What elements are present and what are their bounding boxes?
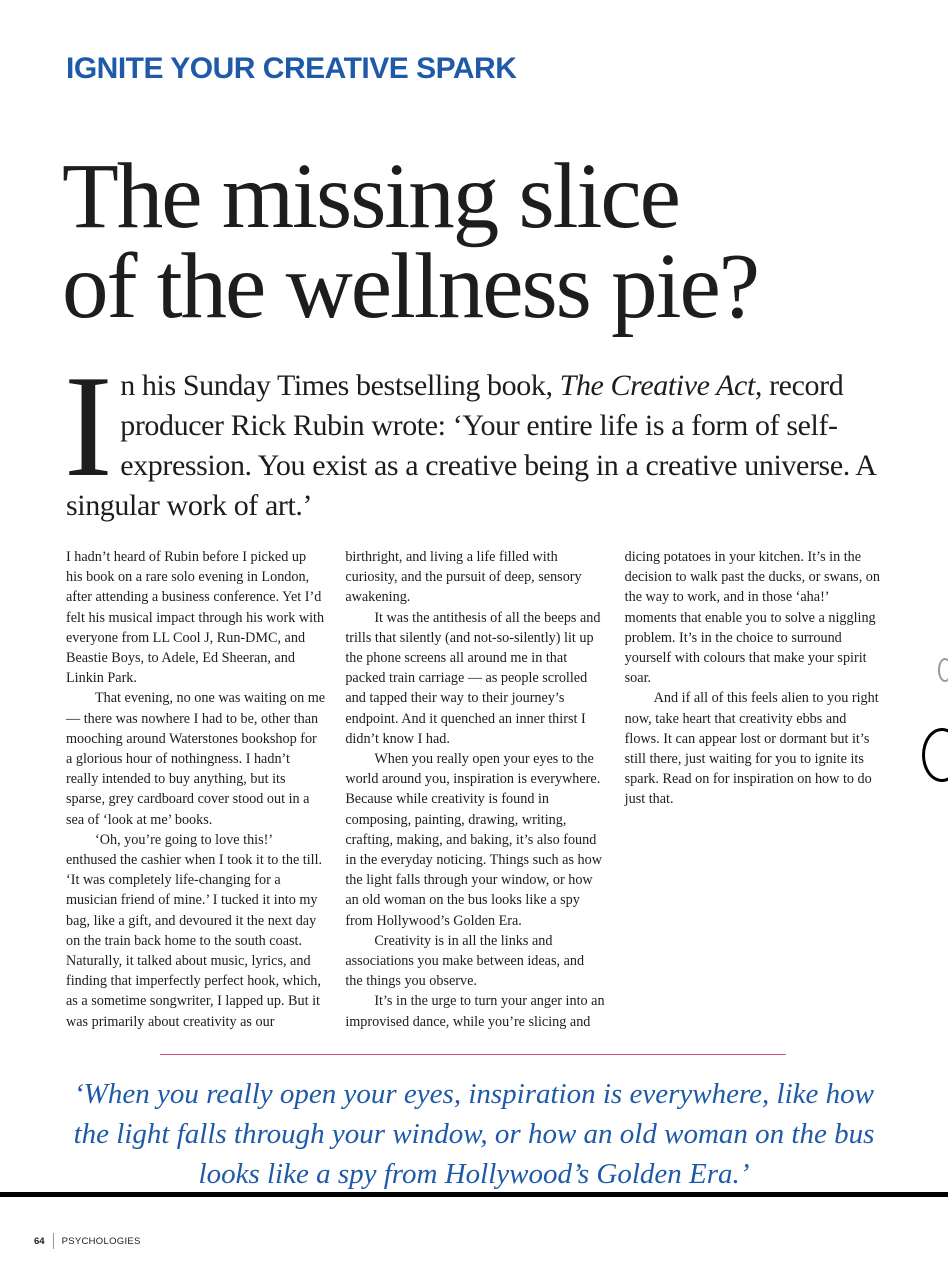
folio — [34, 1233, 141, 1249]
standfirst-text-end: record producer Rick Rubin wrote: ‘Your entire life is a form of self-expression. You exist as a creative being in a creative universe. A singular work of art.’ — [66, 369, 875, 522]
body-paragraph: And if all of this feels alien to you right now, take heart that creativity ebbs and flows. It can appear lost or dormant but it’s still there, just waiting for you to ignite its spark. Read on for inspiration on how to do just that. — [624, 690, 879, 808]
drop-cap: I — [64, 345, 113, 507]
folio-separator — [53, 1233, 54, 1249]
page-edge-mark — [922, 728, 948, 782]
page-edge-mark-small — [938, 658, 948, 682]
body-paragraph: Creativity is in all the links and associations you make between ideas, and the things you observe. — [345, 932, 585, 990]
standfirst — [64, 345, 876, 526]
book-title: The Creative Act, — [559, 369, 762, 402]
body-paragraph: It’s in the urge to turn your anger into an improvised dance, while you’re slicing and dicing potatoes in your kitchen. It’s in the decision to walk past the ducks, or swans, on the way to work, and in those ‘aha!’ moments that enable you to solve a niggling problem. It’s in the choice to surround yourself with colours that make your spirit soar. — [345, 549, 880, 1030]
body-text-columns — [66, 547, 884, 1035]
body-paragraph: It was the antithesis of all the beeps and trills that silently (and not-so-silently) lit up the phone screens all around me in that packed train carriage — as people scrolled and tapped their way to their journey’s endpoint. And it quenched an inner thirst I didn’t know I had. — [345, 609, 601, 747]
pull-quote: ‘When you really open your eyes, inspiration is everywhere, like how the light falls through your window, or how an old woman on the bus looks like a spy from Hollywood’s Golden Era.’ — [73, 1078, 875, 1190]
body-paragraph: I hadn’t heard of Rubin before I picked up his book on a rare solo evening in London, after attending a business conference. Yet I’d felt his musical impact through his work with everyone from LL Cool J, Run-DMC, and Beastie Boys, to Adele, Ed Sheeran, and Linkin Park. — [66, 549, 325, 687]
pullquote-divider — [160, 1054, 786, 1055]
footer-rule — [0, 1192, 948, 1197]
body-paragraph: ‘Oh, you’re going to love this!’ enthused the cashier when I took it to the till. ‘It was completely life-changing for a musician friend of mine.’ I tucked it into my bag, like a gift, and devoured it the next day on the train back home to the south coast. Naturally, it talked about music, lyrics, and finding that imperfectly perfect hook, which, as a sometime songwriter, I lapped up. But it was primarily about creativity as our birthright, and living a life filled with curiosity, and the pursuit of deep, sensory awakening. — [66, 549, 582, 1030]
headline — [62, 145, 922, 338]
body-paragraph: That evening, no one was waiting on me — there was nowhere I had to be, other than mooching around Waterstones bookshop for a glorious hour of nothingness. I hadn’t really intended to buy anything, but its sparse, grey cardboard cover stood out in a sea of ‘look at me’ books. — [66, 690, 326, 828]
body-paragraph: When you really open your eyes to the world around you, inspiration is everywhere. Because while creativity is found in composing, painting, drawing, writing, crafting, making, and baking, it’s also found in the everyday noticing. Things such as how the light falls through your window, or how an old woman on the bus looks like a spy from Hollywood’s Golden Era. — [345, 751, 602, 929]
headline-line-2: of the wellness pie? — [62, 235, 759, 338]
page-number: 64 — [34, 1235, 45, 1247]
section-kicker: IGNITE YOUR CREATIVE SPARK — [66, 52, 517, 85]
magazine-name: PSYCHOLOGIES — [61, 1235, 141, 1247]
standfirst-text-start: n his Sunday Times bestselling book, — [120, 369, 560, 402]
headline-line-1: The missing slice — [62, 145, 679, 248]
